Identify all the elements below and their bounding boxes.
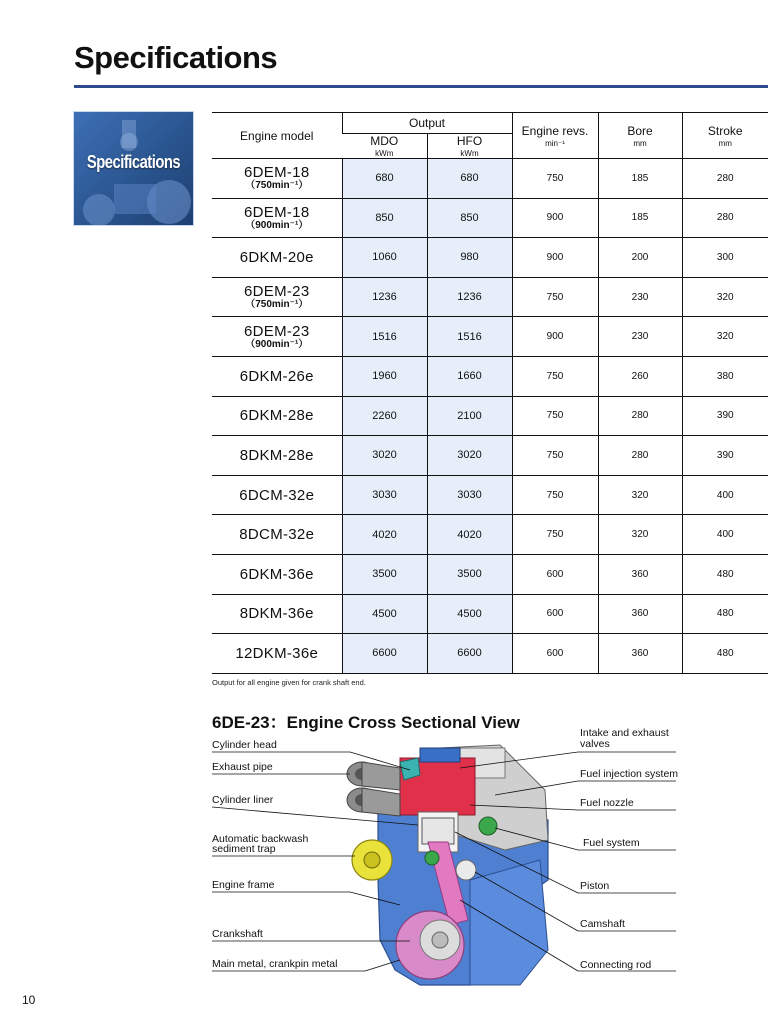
model-speed: （750min⁻¹） xyxy=(245,180,309,192)
cell-revs: 750 xyxy=(512,159,598,199)
leader-main-metal-angle xyxy=(365,960,400,971)
label-fuel-nozzle: Fuel nozzle xyxy=(580,797,634,809)
sediment-trap xyxy=(352,840,392,880)
cell-bore: 360 xyxy=(598,554,682,594)
model-name: 6DKM-26e xyxy=(239,367,314,385)
page-number: 10 xyxy=(22,993,36,1007)
leader-intake-valves-angle xyxy=(460,752,578,768)
cell-bore: 230 xyxy=(598,277,682,317)
diagram-title: 6DE-23：Engine Cross Sectional View xyxy=(212,713,520,732)
header-hfo-unit: kWm xyxy=(460,149,479,158)
cell-hfo: 4500 xyxy=(427,594,512,634)
cell-stroke: 390 xyxy=(682,436,768,476)
cell-mdo: 1516 xyxy=(342,317,427,357)
cell-bore: 260 xyxy=(598,356,682,396)
cell-mdo: 1960 xyxy=(342,356,427,396)
exhaust-pipe-lower-body xyxy=(362,788,400,816)
header-revs-label: Engine revs. xyxy=(521,123,589,138)
label-cylinder-liner: Cylinder liner xyxy=(212,794,274,806)
table-row xyxy=(212,277,768,317)
cell-mdo: 1236 xyxy=(342,277,427,317)
cell-hfo: 4020 xyxy=(427,515,512,555)
cell-stroke: 480 xyxy=(682,554,768,594)
cell-engine-model xyxy=(212,594,342,634)
title-divider xyxy=(74,85,768,88)
engine-frame-body xyxy=(378,800,548,985)
cell-mdo: 3030 xyxy=(342,475,427,515)
header-mdo-label: MDO xyxy=(370,134,399,148)
camshaft xyxy=(456,860,476,880)
sediment-trap-core xyxy=(364,852,380,868)
cell-engine-model xyxy=(212,356,342,396)
cell-stroke: 480 xyxy=(682,594,768,634)
cell-revs: 900 xyxy=(512,317,598,357)
model-speed: （750min⁻¹） xyxy=(245,299,309,311)
top-cover xyxy=(455,748,505,778)
cell-revs: 600 xyxy=(512,594,598,634)
cell-engine-model xyxy=(212,277,342,317)
cylinder-head-top xyxy=(420,748,460,762)
header-bore-label: Bore xyxy=(627,123,653,138)
leader-connecting-rod-angle xyxy=(460,900,578,971)
table-row xyxy=(212,356,768,396)
model-name: 6DEM-23 xyxy=(244,322,310,340)
cell-bore: 360 xyxy=(598,594,682,634)
label-backwash-line2: sediment trap xyxy=(212,843,276,855)
cylinder-head xyxy=(400,758,475,815)
page-title: Specifications xyxy=(74,40,278,75)
model-name: 6DEM-18 xyxy=(244,164,310,182)
cell-stroke: 280 xyxy=(682,159,768,199)
cell-engine-model xyxy=(212,159,342,199)
crank-bearing-outer xyxy=(396,911,464,979)
label-backwash-line1: Automatic backwash xyxy=(212,833,309,845)
cell-mdo: 4500 xyxy=(342,594,427,634)
cell-mdo: 2260 xyxy=(342,396,427,436)
leader-camshaft-angle xyxy=(475,872,578,931)
cell-engine-model xyxy=(212,317,342,357)
cell-hfo: 3500 xyxy=(427,554,512,594)
cell-stroke: 280 xyxy=(682,198,768,238)
table-row xyxy=(212,594,768,634)
cell-hfo: 6600 xyxy=(427,634,512,674)
label-intake-line1: Intake and exhaust xyxy=(580,727,669,739)
exhaust-pipe-upper xyxy=(347,762,377,786)
table-row xyxy=(212,317,768,357)
cell-mdo: 6600 xyxy=(342,634,427,674)
exhaust-pipe-lower-inner xyxy=(355,794,369,806)
label-intake-line2: valves xyxy=(580,738,610,750)
cell-revs: 900 xyxy=(512,238,598,278)
cell-bore: 230 xyxy=(598,317,682,357)
cell-bore: 200 xyxy=(598,238,682,278)
leader-engine-frame-angle xyxy=(350,892,400,905)
cell-hfo: 1516 xyxy=(427,317,512,357)
cell-engine-model xyxy=(212,238,342,278)
engine-frame-lower-right xyxy=(470,860,548,985)
cell-revs: 750 xyxy=(512,475,598,515)
header-bore-unit: mm xyxy=(633,138,647,148)
cell-mdo: 4020 xyxy=(342,515,427,555)
exhaust-pipe-upper-inner xyxy=(355,768,369,780)
header-output: Output xyxy=(342,113,512,134)
piston xyxy=(422,818,454,844)
cell-mdo: 850 xyxy=(342,198,427,238)
leader-fuel-nozzle-angle xyxy=(470,805,578,810)
cell-stroke: 300 xyxy=(682,238,768,278)
table-row xyxy=(212,396,768,436)
table-row xyxy=(212,554,768,594)
label-exhaust-pipe: Exhaust pipe xyxy=(212,761,273,773)
cell-stroke: 390 xyxy=(682,396,768,436)
table-row xyxy=(212,238,768,278)
exhaust-pipe-upper-body xyxy=(362,762,400,790)
specifications-thumbnail xyxy=(73,111,194,226)
crank-journal xyxy=(432,932,448,948)
label-piston: Piston xyxy=(580,880,610,892)
cylinder-liner xyxy=(418,812,458,852)
cell-bore: 185 xyxy=(598,198,682,238)
cell-stroke: 400 xyxy=(682,515,768,555)
leader-piston-angle xyxy=(455,832,578,893)
table-row xyxy=(212,634,768,674)
header-stroke xyxy=(682,113,768,159)
header-bore xyxy=(598,113,682,159)
fuel-system-gear xyxy=(479,817,497,835)
cell-engine-model xyxy=(212,475,342,515)
cell-stroke: 400 xyxy=(682,475,768,515)
cell-stroke: 480 xyxy=(682,634,768,674)
valve-cover-housing xyxy=(440,745,548,850)
model-speed: （900min⁻¹） xyxy=(245,338,309,350)
cell-hfo: 850 xyxy=(427,198,512,238)
exhaust-pipe-lower xyxy=(347,788,377,812)
cell-revs: 900 xyxy=(512,198,598,238)
crank-bearing-inner xyxy=(420,920,460,960)
label-crankshaft: Crankshaft xyxy=(212,928,263,940)
label-fuel-injection: Fuel injection system xyxy=(580,768,679,780)
cell-mdo: 680 xyxy=(342,159,427,199)
model-name: 8DKM-28e xyxy=(239,446,314,464)
header-revs-unit: min⁻¹ xyxy=(545,138,565,148)
model-name: 12DKM-36e xyxy=(235,644,319,662)
cell-bore: 280 xyxy=(598,396,682,436)
label-connecting-rod: Connecting rod xyxy=(580,959,652,971)
model-name: 8DCM-32e xyxy=(239,526,315,544)
camshaft-gear xyxy=(425,851,439,865)
model-speed: （900min⁻¹） xyxy=(245,219,309,231)
cell-hfo: 1236 xyxy=(427,277,512,317)
cell-hfo: 980 xyxy=(427,238,512,278)
table-row xyxy=(212,436,768,476)
cell-mdo: 3020 xyxy=(342,436,427,476)
label-cylinder-head: Cylinder head xyxy=(212,739,277,751)
leader-fuel-system-angle xyxy=(495,828,578,850)
cell-bore: 280 xyxy=(598,436,682,476)
cell-mdo: 1060 xyxy=(342,238,427,278)
table-row xyxy=(212,159,768,199)
cell-hfo: 1660 xyxy=(427,356,512,396)
cell-hfo: 3030 xyxy=(427,475,512,515)
cell-engine-model xyxy=(212,436,342,476)
model-name: 6DKM-20e xyxy=(239,248,314,266)
cell-stroke: 320 xyxy=(682,277,768,317)
model-name: 6DKM-36e xyxy=(239,565,314,583)
table-footnote: Output for all engine given for crank shaft end. xyxy=(212,678,366,687)
cell-engine-model xyxy=(212,554,342,594)
cell-hfo: 3020 xyxy=(427,436,512,476)
label-main-metal: Main metal, crankpin metal xyxy=(212,958,338,970)
cell-revs: 750 xyxy=(512,396,598,436)
leader-fuel-injection-angle xyxy=(495,781,578,795)
cell-bore: 320 xyxy=(598,475,682,515)
cell-stroke: 320 xyxy=(682,317,768,357)
thumbnail-label: Specifications xyxy=(86,152,181,172)
table-row xyxy=(212,515,768,555)
leader-cylinder-liner xyxy=(212,807,418,825)
cell-revs: 750 xyxy=(512,515,598,555)
model-name: 8DKM-36e xyxy=(239,605,314,623)
cell-bore: 185 xyxy=(598,159,682,199)
model-name: 6DKM-28e xyxy=(239,407,314,425)
leader-cylinder-head-angle xyxy=(350,752,410,770)
cell-revs: 750 xyxy=(512,356,598,396)
header-engine-model: Engine model xyxy=(212,113,342,159)
cell-revs: 600 xyxy=(512,554,598,594)
specifications-table xyxy=(212,112,768,674)
cell-engine-model xyxy=(212,198,342,238)
header-mdo-unit: kWm xyxy=(375,149,394,158)
cell-engine-model xyxy=(212,515,342,555)
header-stroke-unit: mm xyxy=(718,138,732,148)
label-engine-frame: Engine frame xyxy=(212,879,275,891)
label-fuel-system: Fuel system xyxy=(583,837,640,849)
connecting-rod xyxy=(428,842,468,925)
cell-engine-model xyxy=(212,396,342,436)
cell-stroke: 380 xyxy=(682,356,768,396)
intake-valve-teal xyxy=(400,758,420,780)
cell-revs: 750 xyxy=(512,436,598,476)
cell-bore: 320 xyxy=(598,515,682,555)
cell-revs: 750 xyxy=(512,277,598,317)
cell-mdo: 3500 xyxy=(342,554,427,594)
cell-engine-model xyxy=(212,634,342,674)
cell-revs: 600 xyxy=(512,634,598,674)
model-name: 6DCM-32e xyxy=(239,486,315,504)
model-name: 6DEM-18 xyxy=(244,203,310,221)
table-row xyxy=(212,475,768,515)
cell-hfo: 680 xyxy=(427,159,512,199)
table-row xyxy=(212,198,768,238)
label-camshaft: Camshaft xyxy=(580,918,625,930)
header-engine-revs xyxy=(512,113,598,159)
cell-hfo: 2100 xyxy=(427,396,512,436)
header-hfo-label: HFO xyxy=(456,134,483,148)
cell-bore: 360 xyxy=(598,634,682,674)
header-hfo xyxy=(427,134,512,159)
header-stroke-label: Stroke xyxy=(707,123,743,138)
header-mdo xyxy=(342,134,427,159)
model-name: 6DEM-23 xyxy=(244,283,310,301)
